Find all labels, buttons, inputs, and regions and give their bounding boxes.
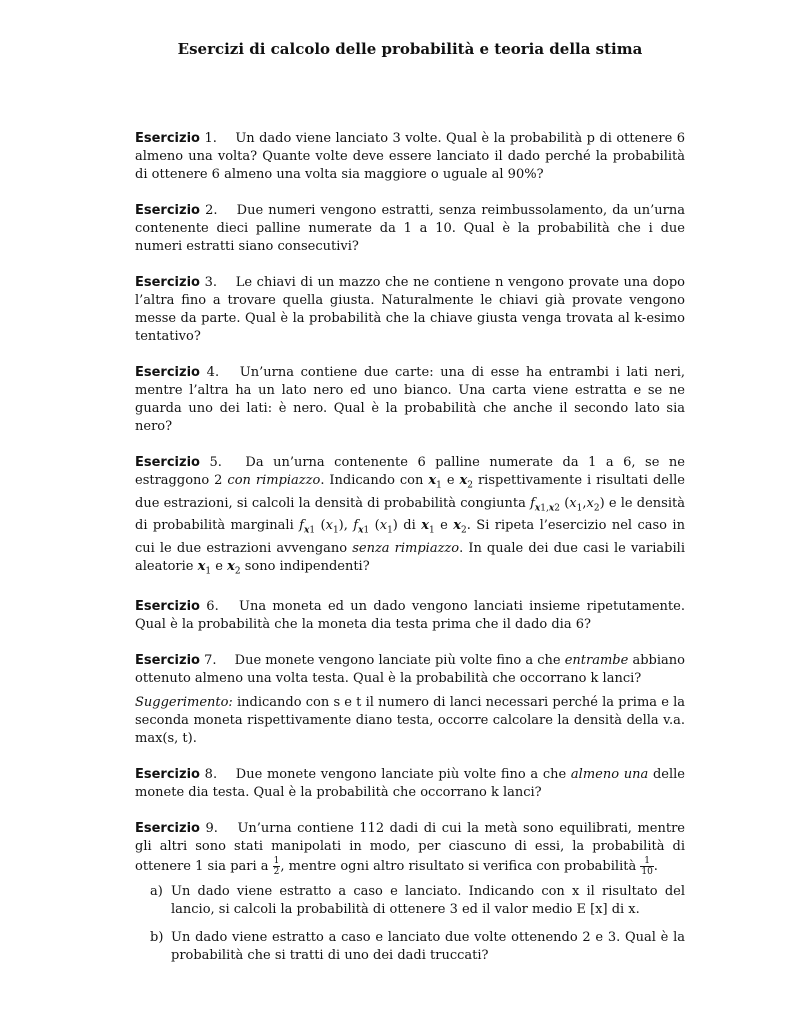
item-label: b): [150, 930, 164, 946]
exercise-text-1: Due monete vengono lanciate più volte fino a che: [235, 767, 567, 783]
exercise-text-3: rispettivamente i risultati delle due estrazioni, si calcoli la densità di probabilità congiunta: [135, 473, 685, 511]
exercise-1: [135, 130, 685, 184]
exercise-text: Un’urna contiene due carte: una di esse ha entrambi i lati neri, mentre l’altra ha un lato nero ed uno bianco. Una carta viene estratta e se ne guarda uno dei lati: è nero. Qual è la probabilità che anche il secondo lato sia nero?: [135, 365, 686, 434]
hint-text: indicando con s e t il numero di lanci necessari perché la prima e la seconda moneta rispettivamente diano testa, occorre calcolare la densità della v.a. max(s, t).: [135, 695, 685, 747]
hint-label: Suggerimento:: [135, 695, 233, 711]
item-text: Un dado viene estratto a caso e lanciato due volte ottenendo 2 e 3. Qual è la probabilità che si tratti di uno dei dadi truccati?: [171, 930, 685, 964]
page-title: Esercizi di calcolo delle probabilità e teoria della stima: [177, 40, 643, 58]
exercise-text-1: Due monete vengono lanciate più volte fino a che: [234, 653, 561, 669]
exercise-number: 1.: [204, 131, 217, 146]
exercise-text: Un dado viene lanciato 3 volte. Qual è la probabilità p di ottenere 6 almeno una volta? Quante volte deve essere lanciato il dado perché la probabilità di ottenere 6 almeno una volta sia maggiore o uguale al 90%?: [135, 131, 685, 182]
exercise-number: 2.: [205, 203, 218, 218]
exercise-label: Esercizio: [135, 455, 200, 470]
exercise-text-2: delle monete dia testa. Qual è la probabilità che occorrano k lanci?: [135, 767, 685, 801]
exercise-number: 9.: [205, 821, 218, 837]
math-x1-x2: $x_1$ e $x_2$: [197, 558, 241, 577]
exercise-label: Esercizio: [135, 599, 200, 615]
exercise-number: 5.: [209, 455, 222, 470]
exercise-number: 3.: [204, 275, 218, 290]
exercise-label: Esercizio: [135, 275, 200, 290]
exercise-number: 7.: [204, 653, 217, 669]
exercise-text-3: .: [653, 859, 658, 875]
exercise-text-2: , mentre ogni altro risultato si verifica con probabilità: [280, 859, 637, 875]
exercise-7: [135, 652, 685, 688]
fraction-one-half: $\frac{1}{2}$: [273, 856, 280, 878]
exercise-5: [135, 454, 685, 580]
exercise-text-7: . In quale dei due casi le variabili aleatorie: [135, 540, 685, 574]
exercise-3: [135, 274, 685, 346]
exercise-label: Esercizio: [135, 653, 200, 669]
exercise-text-1: Da un’urna contenente 6 palline numerate da 1 a 6, se ne estraggono 2: [135, 455, 685, 488]
math-x1-x2: $x_1$ e $x_2$: [421, 518, 467, 536]
exercise-label: Esercizio: [135, 821, 200, 837]
exercise-number: 8.: [204, 767, 218, 783]
exercise-text-5: di: [403, 518, 416, 534]
exercise-label: Esercizio: [135, 203, 200, 218]
exercise-text-6: . Si ripeta l’esercizio nel caso in cui le due estrazioni avvengano: [135, 518, 685, 556]
exercise-8: [135, 766, 685, 802]
fraction-one-tenth: $\frac{1}{10}$: [641, 856, 653, 878]
item-label: a): [150, 884, 163, 900]
exercise-9: [135, 820, 685, 877]
exercise-text-2: . Indicando con: [320, 473, 424, 488]
exercise-text-2: abbiano ottenuto almeno una volta testa. Qual è la probabilità che occorrano k lanci?: [135, 653, 685, 687]
list-item: [150, 883, 685, 919]
exercise-7-hint: [135, 694, 685, 748]
exercise-2: [135, 202, 685, 256]
exercise-text-8: sono indipendenti?: [244, 558, 370, 574]
exercise-number: 6.: [206, 599, 219, 615]
list-item: [150, 929, 685, 965]
emphasis-con-rimpiazzo: con rimpiazzo: [227, 473, 321, 488]
exercise-4: [135, 364, 685, 436]
math-marginal-densities: $f_{x1}$ $(x_1)$, $f_{x1}$ $(x_1)$: [299, 518, 398, 536]
emphasis-senza-rimpiazzo: senza rimpiazzo: [352, 540, 460, 556]
exercise-label: Esercizio: [135, 365, 200, 380]
exercise-label: Esercizio: [135, 131, 200, 146]
exercise-text: Una moneta ed un dado vengono lanciati insieme ripetutamente. Qual è la probabilità che la moneta dia testa prima che il dado dia 6?: [135, 599, 685, 633]
emphasis-almeno-una: almeno una: [570, 767, 649, 783]
exercise-text-e: e: [446, 473, 455, 488]
math-x2: $x_2$: [459, 473, 473, 491]
exercise-text-4: e le densità di probabilità marginali: [135, 495, 685, 534]
math-x1: $x_1$: [428, 473, 442, 491]
exercise-label: Esercizio: [135, 767, 200, 783]
exercise-9-items: [135, 883, 685, 965]
exercise-6: [135, 598, 685, 634]
item-text: Un dado viene estratto a caso e lanciato. Indicando con x il risultato del lancio, si calcoli la probabilità di ottenere 3 ed il valor medio E [x] di x.: [171, 884, 685, 918]
exercise-number: 4.: [206, 365, 220, 380]
document-page: [135, 40, 685, 975]
exercise-text: Le chiavi di un mazzo che ne contiene n vengono provate una dopo l’altra fino a trovare quella giusta. Naturalmente le chiavi già provate vengono messe da parte. Qual è la probabilità che la chiave giusta venga trovata al k-esimo tentativo?: [135, 275, 685, 344]
exercise-text: Due numeri vengono estratti, senza reimbussolamento, da un’urna contenente dieci palline numerate da 1 a 10. Qual è la probabilità che i due numeri estratti siano consecutivi?: [135, 203, 685, 254]
exercise-text-1: Un’urna contiene 112 dadi di cui la metà sono equilibrati, mentre gli altri sono stati manipolati in modo, per ciascuno di essi, la probabilità di ottenere 1 sia pari a: [135, 821, 685, 875]
emphasis-entrambe: entrambe: [564, 653, 629, 669]
math-joint-density: $f_{x1,x2}$ $(x_1,x_2)$: [530, 495, 605, 514]
